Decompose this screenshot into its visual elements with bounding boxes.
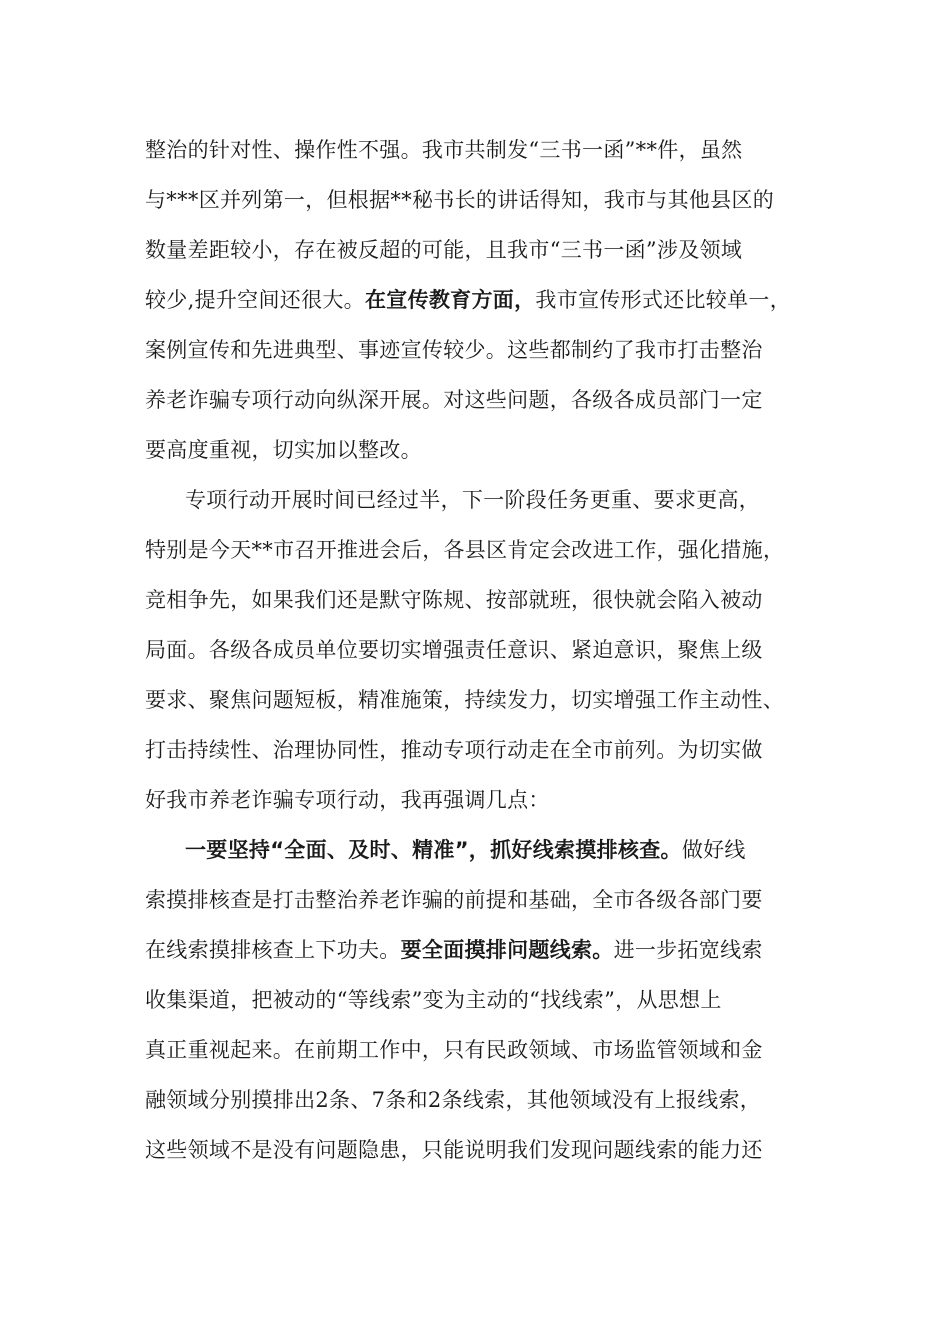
text-line: 养老诈骗专项行动向纵深开展。对这些问题，各级各成员部门一定 [145,388,763,412]
text-line: 局面。各级各成员单位要切实增强责任意识、紧迫意识，聚焦上级 [145,638,763,662]
text-line: 一要坚持“全面、及时、精准”，抓好线索摸排核查。做好线 [185,838,746,862]
text-line: 数量差距较小，存在被反超的可能，且我市“三书一函”涉及领域 [145,238,743,262]
text-line: 整治的针对性、操作性不强。我市共制发“三书一函”**件，虽然 [145,138,743,162]
text-line: 在线索摸排核查上下功夫。要全面摸排问题线索。进一步拓宽线索 [145,938,763,962]
text-line: 竞相争先，如果我们还是默守陈规、按部就班，很快就会陷入被动 [145,588,763,612]
bold-phrase: 在宣传教育方面， [364,288,536,312]
text-line: 案例宣传和先进典型、事迹宣传较少。这些都制约了我市打击整治 [145,338,763,362]
text-line: 打击持续性、治理协同性，推动专项行动走在全市前列。为切实做 [145,738,763,762]
text-line: 这些领域不是没有问题隐患，只能说明我们发现问题线索的能力还 [145,1138,763,1162]
text-line: 索摸排核查是打击整治养老诈骗的前提和基础，全市各级各部门要 [145,888,763,912]
text-line: 专项行动开展时间已经过半，下一阶段任务更重、要求更高， [185,488,761,512]
text-line: 收集渠道，把被动的“等线索”变为主动的“找线索”，从思想上 [145,988,722,1012]
text-line: 真正重视起来。在前期工作中，只有民政领域、市场监管领域和金 [145,1038,763,1062]
text-line: 与***区并列第一，但根据**秘书长的讲话得知，我市与其他县区的 [145,188,775,212]
bold-phrase: 一要坚持“全面、及时、精准”，抓好线索摸排核查。 [185,838,682,862]
text-line: 要高度重视，切实加以整改。 [145,438,422,462]
text-line: 特别是今天**市召开推进会后，各县区肯定会改进工作，强化措施， [145,538,785,562]
bold-phrase: 要全面摸排问题线索。 [400,938,614,962]
text-line: 融领域分别摸排出2条、7条和2条线索，其他领域没有上报线索， [145,1088,762,1112]
text-line: 好我市养老诈骗专项行动，我再强调几点： [145,788,550,812]
text-line: 要求、聚焦问题短板，精准施策，持续发力，切实增强工作主动性、 [145,688,784,712]
text-line: 较少,提升空间还很大。在宣传教育方面，我市宣传形式还比较单一， [145,288,791,312]
